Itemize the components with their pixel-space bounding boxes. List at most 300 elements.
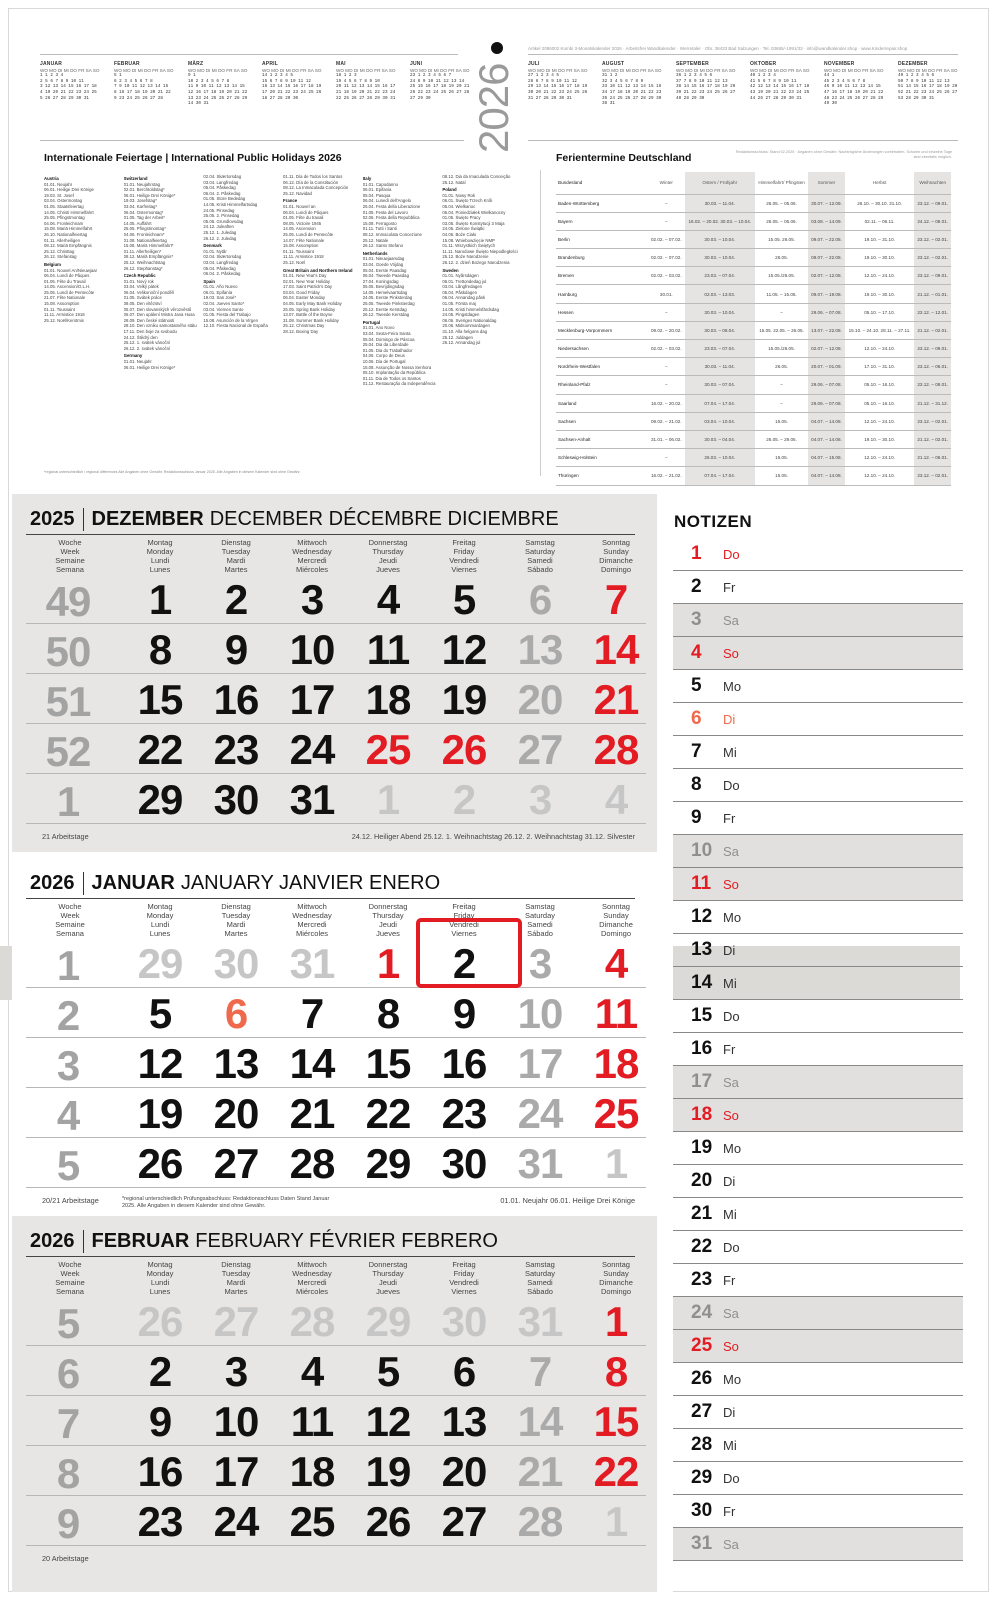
day-cell[interactable]: 11: [366, 626, 410, 673]
day-cell[interactable]: 11: [594, 990, 638, 1037]
day-cell[interactable]: 26: [441, 726, 487, 773]
holiday-entries: 01.01. Nyårsdagen 06.01. Trettondedag jul 03.04. Långfredagen 05.04. Påskdagen 06.04. Annandag påsk 01.05. Första maj 14.05. Kristi himmelsfärdsdag 24.05. Pingstdagen 06.06. Sveriges Nationaldag 20.06. Midsommardagen 31.10. Alla helgons dag 25.12. Juldagen 26.12. Annandag jul: [442, 273, 499, 346]
day-cell[interactable]: 2: [452, 940, 476, 987]
note-day-number: 29: [691, 1467, 713, 1488]
weekday-header-label: Sonntag: [602, 1260, 630, 1269]
day-cell[interactable]: 7: [528, 1348, 552, 1395]
day-cell[interactable]: 4: [604, 776, 628, 823]
vacation-row: [556, 394, 951, 412]
mini-months-second-half: [528, 62, 964, 107]
day-cell[interactable]: 29: [137, 776, 183, 823]
day-cell[interactable]: 7: [604, 576, 628, 623]
day-cell[interactable]: 23: [213, 726, 259, 773]
day-cell[interactable]: 22: [365, 1090, 411, 1137]
day-cell[interactable]: 27: [517, 726, 563, 773]
note-row[interactable]: [673, 1066, 963, 1099]
vacation-cell: 15.05.: [755, 412, 808, 430]
weekday-header-label: Domingo: [600, 1287, 631, 1296]
day-cell[interactable]: 7: [300, 990, 324, 1037]
weekday-header: [350, 1260, 426, 1296]
weekday-header-label: Martes: [224, 1287, 248, 1296]
day-cell[interactable]: 1: [604, 1298, 628, 1345]
day-cell[interactable]: 24: [289, 726, 335, 773]
weekday-header-label: Samstag: [525, 1260, 555, 1269]
vacation-cell: 17.10. – 31.10.: [845, 358, 915, 376]
weekday-header-label: Martes: [224, 565, 248, 574]
vacation-cell: 02.02. – 03.02.: [648, 340, 685, 358]
note-row[interactable]: [673, 934, 963, 967]
note-weekday: Fr: [723, 1503, 736, 1519]
week-header-label: Semana: [56, 929, 84, 938]
day-cell[interactable]: 27: [213, 1298, 259, 1345]
vacation-cell: 04.07. – 14.08.: [808, 412, 845, 430]
week-header-label: Woche: [58, 902, 82, 911]
mini-month-name: AUGUST: [602, 61, 625, 67]
mini-month-header: WO MO DI MI DO FR SA SO: [602, 67, 662, 73]
day-cell[interactable]: 16: [137, 1448, 183, 1495]
mini-month-week: 50 7 8 9 10 11 12 13: [898, 78, 950, 84]
day-cell[interactable]: 6: [528, 576, 552, 623]
vacation-cell: 30.03. – 11.04.: [685, 358, 755, 376]
week-row: [26, 624, 646, 674]
divider: [26, 1256, 635, 1257]
vacation-column-header: Winter: [648, 172, 685, 194]
day-cell[interactable]: 20: [213, 1090, 259, 1137]
mini-month-name: MAI: [336, 61, 346, 67]
vacation-cell: 21.12. – 02.01.: [914, 321, 951, 339]
note-day-number: 5: [691, 675, 702, 696]
day-cell[interactable]: 31: [289, 776, 335, 823]
mini-month-week: 5 1: [114, 73, 122, 79]
day-cell[interactable]: 13: [517, 626, 563, 673]
mini-month-week: 41 5 6 7 8 9 10 11: [750, 78, 797, 84]
day-cell[interactable]: 15: [365, 1040, 411, 1087]
vacation-cell: Thüringen: [556, 467, 648, 485]
note-row[interactable]: [673, 1429, 963, 1462]
day-cell[interactable]: 9: [452, 990, 476, 1037]
weekday-header-label: Lunes: [149, 565, 171, 574]
note-weekday: Di: [723, 1404, 736, 1420]
note-row[interactable]: [673, 1264, 963, 1297]
holiday-country: Italy: [362, 176, 372, 181]
divider: [540, 170, 541, 476]
weekday-header-label: Samstag: [525, 902, 555, 911]
day-cell[interactable]: 22: [593, 1448, 639, 1495]
vacation-cell: 12.10. – 24.10.: [845, 467, 915, 485]
week-header-label: Semaine: [55, 556, 85, 565]
weekday-header-label: Dienstag: [221, 538, 251, 547]
week-header: [30, 538, 110, 574]
day-cell[interactable]: 28: [289, 1140, 335, 1187]
vacation-cell: 26.05. – 05.06.: [755, 212, 808, 230]
note-row[interactable]: [673, 1363, 963, 1396]
day-cell[interactable]: 8: [376, 990, 400, 1037]
vacation-note: Redaktionsschluss: Stand 02.2025 · Angaben ohne Gewähr. Nachträgliche Änderungen vorbehalten. Schulen und einzelne Tage sind ebenfalls möglich.: [735, 150, 952, 159]
day-cell[interactable]: 1: [148, 576, 172, 623]
month-name-translations: FEBRUARY FÉVRIER FEBRERO: [195, 1229, 498, 1252]
note-day-number: 30: [691, 1500, 713, 1521]
weekday-header-label: Saturday: [524, 547, 556, 556]
weekday-header-label: Viernes: [451, 929, 477, 938]
week-header-label: Week: [60, 1269, 80, 1278]
day-cell[interactable]: 18: [365, 676, 411, 723]
mini-month-week: 27 1 2 3 4 5: [528, 73, 559, 79]
note-row[interactable]: [673, 1000, 963, 1033]
day-cell[interactable]: 19: [137, 1090, 183, 1137]
day-cell[interactable]: 12: [441, 626, 487, 673]
day-cell[interactable]: 9: [148, 1398, 172, 1445]
vacation-cell: –: [648, 358, 685, 376]
day-cell[interactable]: 22: [137, 726, 183, 773]
week-header-label: Semana: [56, 565, 84, 574]
vacation-cell: 16.02. – 21.02.: [648, 467, 685, 485]
divider: [40, 140, 464, 141]
weekday-header-label: Mittwoch: [297, 902, 327, 911]
note-weekday: Sa: [723, 1305, 739, 1321]
mini-month-week: 46 9 10 11 12 13 14 15: [824, 84, 881, 90]
note-row[interactable]: [673, 1198, 963, 1231]
weekday-header-label: Sunday: [603, 911, 629, 920]
weekday-header: [122, 902, 198, 938]
day-cell[interactable]: 19: [365, 1448, 411, 1495]
weekday-header-label: Sunday: [603, 547, 629, 556]
day-cell[interactable]: 30: [213, 776, 259, 823]
week-number: 1: [56, 778, 80, 825]
week-header: [30, 1260, 110, 1296]
note-row[interactable]: [673, 1297, 963, 1330]
note-row[interactable]: [673, 1165, 963, 1198]
day-cell[interactable]: 3: [224, 1348, 248, 1395]
vacation-cell: 11.05. – 15.05.: [755, 285, 808, 303]
vacation-cell: Baden-Württemberg: [556, 194, 648, 212]
weekday-header-label: Mercredi: [297, 920, 327, 929]
day-cell[interactable]: 5: [452, 576, 476, 623]
note-day-number: 17: [691, 1071, 713, 1092]
vacation-cell: Berlin: [556, 230, 648, 248]
day-cell[interactable]: 17: [213, 1448, 259, 1495]
day-cell[interactable]: 16: [213, 676, 259, 723]
day-cell[interactable]: 31: [517, 1140, 563, 1187]
day-cell[interactable]: 6: [224, 990, 248, 1037]
day-cell[interactable]: 23: [137, 1498, 183, 1545]
weekday-header-label: Jueves: [376, 1287, 400, 1296]
mini-month: [188, 62, 254, 107]
vacation-cell: 23.03. – 07.04.: [685, 340, 755, 358]
vacation-cell: 04.07. – 14.08.: [808, 467, 845, 485]
day-cell[interactable]: 1: [604, 1140, 628, 1187]
day-cell[interactable]: 4: [604, 940, 628, 987]
note-row[interactable]: [673, 1528, 963, 1561]
mini-month-header: WO MO DI MI DO FR SA SO: [528, 67, 588, 73]
note-row[interactable]: [673, 571, 963, 604]
week-header-label: Semaine: [55, 1278, 85, 1287]
day-cell[interactable]: 29: [365, 1140, 411, 1187]
vacation-cell: 03.08. – 14.09.: [808, 212, 845, 230]
note-row[interactable]: [673, 769, 963, 802]
day-cell[interactable]: 24: [517, 1090, 563, 1137]
day-cell[interactable]: 29: [365, 1298, 411, 1345]
day-cell[interactable]: 17: [517, 1040, 563, 1087]
note-row[interactable]: [673, 637, 963, 670]
mini-month-week: 31 27 28 29 30 31: [528, 95, 572, 101]
note-row[interactable]: [673, 1330, 963, 1363]
vacation-title: Ferientermine Deutschland: [556, 152, 692, 164]
note-row[interactable]: [673, 1132, 963, 1165]
vacation-cell: 07.04. – 17.04.: [685, 394, 755, 412]
day-cell[interactable]: 25: [365, 726, 411, 773]
day-cell[interactable]: 1: [604, 1498, 628, 1545]
vacation-cell: 21.12. – 31.12.: [914, 394, 951, 412]
day-cell[interactable]: 21: [593, 676, 639, 723]
vacation-column-header: Ostern / Frühjahr: [685, 172, 755, 194]
day-cell[interactable]: 30: [441, 1298, 487, 1345]
weekday-header: [426, 1260, 502, 1296]
vacation-cell: 26.03. – 10.04.: [685, 449, 755, 467]
mini-month-week: 19 4 5 6 7 8 9 10: [336, 78, 380, 84]
day-cell[interactable]: 8: [604, 1348, 628, 1395]
day-cell[interactable]: 5: [376, 1348, 400, 1395]
day-cell[interactable]: 17: [289, 676, 335, 723]
week-row: [26, 774, 646, 824]
mini-month-week: 4 19 20 21 22 23 24 25: [40, 89, 97, 95]
mini-month-week: 3 12 13 14 15 16 17 18: [40, 84, 97, 90]
day-cell[interactable]: 26: [365, 1498, 411, 1545]
day-cell[interactable]: 14: [517, 1398, 563, 1445]
day-cell[interactable]: 3: [300, 576, 324, 623]
day-cell[interactable]: 4: [300, 1348, 324, 1395]
note-row[interactable]: [673, 604, 963, 637]
day-cell[interactable]: 16: [441, 1040, 487, 1087]
month-block-januar: [12, 858, 657, 1216]
note-row[interactable]: [673, 1495, 963, 1528]
day-cell[interactable]: 30: [441, 1140, 487, 1187]
weekday-header-label: Freitag: [452, 902, 476, 911]
mini-month-header: WO MO DI MI DO FR SA SO: [40, 67, 100, 73]
week-row: [26, 988, 646, 1038]
vacation-cell: 23.12. – 09.01.: [914, 194, 951, 212]
weekday-header-label: Mittwoch: [297, 1260, 327, 1269]
day-cell[interactable]: 30: [213, 940, 259, 987]
weekday-header-label: Friday: [453, 1269, 475, 1278]
vacation-row: [556, 412, 951, 430]
day-cell[interactable]: 27: [213, 1140, 259, 1187]
note-row[interactable]: [673, 1396, 963, 1429]
day-cell[interactable]: 31: [289, 940, 335, 987]
vacation-cell: 07.04. – 17.04.: [685, 467, 755, 485]
holiday-country: France: [283, 198, 298, 204]
mini-month-week: 18 1 2 3: [336, 73, 357, 79]
note-day-number: 14: [691, 972, 713, 993]
note-day-number: 28: [691, 1434, 713, 1455]
weekday-header-label: Friday: [453, 547, 475, 556]
weekday-header-label: Lundi: [150, 556, 170, 565]
day-cell[interactable]: 2: [452, 776, 476, 823]
weekday-header-label: Donnerstag: [368, 1260, 408, 1269]
holiday-entries: 02.04. Skærtorsdag 03.04. Langfredag 05.04. Påskedag 06.04. 2. Påskedag 01.05. Store Bededag 14.05. Kristi Himmelfartsdag 24.05. Pinsedag 25.05. 2. Pinsedag 05.06. Grundlovsdag 24.12. Juleaften 25.12. 1. Juledag 26.12. 2. Juledag: [203, 174, 258, 241]
weekday-header-label: Domingo: [600, 929, 631, 938]
day-cell[interactable]: 10: [289, 626, 335, 673]
day-cell[interactable]: 25: [593, 1090, 639, 1137]
notes-list: [673, 538, 963, 1561]
vacation-cell: 15.05./26.05.: [755, 340, 808, 358]
day-cell[interactable]: 6: [452, 1348, 476, 1395]
note-day-number: 8: [691, 774, 702, 795]
vacation-cell: 19.10. – 30.10.: [845, 249, 915, 267]
day-cell[interactable]: 1: [376, 940, 400, 987]
vacation-cell: 23.12. – 02.01.: [914, 412, 951, 430]
note-weekday: Do: [723, 546, 740, 562]
day-cell[interactable]: 3: [528, 940, 552, 987]
day-cell[interactable]: 21: [289, 1090, 335, 1137]
note-row[interactable]: [673, 1462, 963, 1495]
note-row[interactable]: [673, 538, 963, 571]
day-cell[interactable]: 25: [289, 1498, 335, 1545]
day-cell[interactable]: 24: [213, 1498, 259, 1545]
weekday-header-label: Wednesday: [292, 547, 332, 556]
vacation-row: [556, 321, 951, 339]
note-day-number: 22: [691, 1236, 713, 1257]
vacation-cell: 29.06. – 07.08.: [808, 376, 845, 394]
day-cell[interactable]: 13: [441, 1398, 487, 1445]
mini-month-week: 20 11 12 13 14 15 16 17: [336, 84, 396, 90]
vacation-cell: 05.10. – 17.10.: [845, 303, 915, 321]
holiday-entries: 01.01. Nowy Rok 06.01. Święto Trzech Króli 05.04. Wielkanoc 06.04. Poniedziałek Wielkanocny 01.05. Święto Pracy 03.05. Święto Konstytucji 3 Maja 24.05. Zielone Świątki 04.06. Boże Ciało 15.08. Wniebowzięcie NMP 01.11. Wszystkich Świętych 11.11. Narodowe Święto Niepodległości 25.12. Boże Narodzenie 26.12. 2. dzień Bożego Narodzenia: [442, 192, 518, 265]
week-number: 50: [45, 628, 91, 675]
weekday-header: [274, 902, 350, 938]
mini-month-header: WO MO DI MI DO FR SA SO: [410, 67, 470, 73]
vacation-cell: –: [648, 194, 685, 212]
mini-month-week: 2 5 6 7 8 9 10 11: [40, 78, 84, 84]
day-cell[interactable]: 20: [441, 1448, 487, 1495]
weekday-header-label: Miércoles: [295, 929, 329, 938]
day-cell[interactable]: 5: [148, 990, 172, 1037]
weekday-header: [198, 1260, 274, 1296]
day-cell[interactable]: 31: [517, 1298, 563, 1345]
month-year: 2025: [30, 508, 84, 531]
day-cell[interactable]: 26: [137, 1140, 183, 1187]
holidays-footnote: *regional unterschiedlich / regional differences Alle Angaben ohne Gewähr. Redaktionsschluss Januar 2025. Alle Angaben in diesem Kalender sind ohne Gewähr.: [44, 470, 301, 474]
note-row[interactable]: [673, 835, 963, 868]
note-row[interactable]: [673, 1099, 963, 1132]
vacation-cell: 02.07. – 12.08.: [808, 267, 845, 285]
note-row[interactable]: [673, 802, 963, 835]
mini-month-week: 16 13 14 15 16 17 18 19: [262, 84, 322, 90]
day-cell[interactable]: 14: [289, 1040, 335, 1087]
day-cell[interactable]: 8: [148, 626, 172, 673]
holiday-entries: 01.01. Neujahrstag 02.01. Berchtoldstag* 06.01. Heilige Drei Könige* 19.03. Josefstag* 03.04. Karfreitag* 06.04. Ostermontag* 01.05. Tag der Arbeit* 14.05. Auffahrt 25.05. Pfingstmontag* 04.06. Fronleichnam* 01.08. Nationalfeiertag 15.08. Mariä Himmelfahrt* 01.11. Allerheiligen* 08.12. Mariä Empfängnis* 25.12. Weihnachtstag 26.12. Stephanstag*: [123, 181, 176, 271]
day-cell[interactable]: 9: [224, 626, 248, 673]
note-weekday: Mo: [723, 909, 742, 925]
note-day-number: 6: [691, 708, 702, 729]
day-cell[interactable]: 29: [137, 940, 183, 987]
day-cell[interactable]: 15: [137, 676, 183, 723]
day-cell[interactable]: 19: [441, 676, 487, 723]
day-cell[interactable]: 10: [517, 990, 563, 1037]
holiday-country: Spain: [203, 278, 216, 284]
day-cell[interactable]: 2: [148, 1348, 172, 1395]
vacation-cell: 30.03. – 08.04.: [685, 321, 755, 339]
day-cell[interactable]: 28: [517, 1498, 563, 1545]
vacation-cell: 23.12. – 09.01.: [914, 267, 951, 285]
day-cell[interactable]: 20: [517, 676, 563, 723]
note-row[interactable]: [673, 901, 963, 934]
weekday-header-label: Viernes: [451, 1287, 477, 1296]
weekday-header-label: Jeudi: [379, 920, 397, 929]
day-cell[interactable]: 18: [593, 1040, 639, 1087]
mini-month-week: 6 2 3 4 5 6 7 8: [114, 78, 153, 84]
day-cell[interactable]: 11: [290, 1398, 334, 1445]
weekday-header-label: Mardi: [226, 556, 246, 565]
note-row[interactable]: [673, 703, 963, 736]
weekday-header-label: Saturday: [524, 1269, 556, 1278]
day-cell[interactable]: 28: [289, 1298, 335, 1345]
mini-month-week: 49 1 2 3 4 5 6: [898, 73, 935, 79]
day-cell[interactable]: 15: [593, 1398, 639, 1445]
holiday-column: [44, 174, 121, 474]
note-row[interactable]: [673, 670, 963, 703]
day-cell[interactable]: 13: [213, 1040, 259, 1087]
weekday-header-label: Samedi: [527, 1278, 553, 1287]
week-number: 5: [56, 1142, 80, 1189]
vacation-row: [556, 194, 951, 212]
day-cell[interactable]: 21: [517, 1448, 563, 1495]
day-cell[interactable]: 14: [593, 626, 639, 673]
day-cell[interactable]: 18: [289, 1448, 335, 1495]
note-day-number: 27: [691, 1401, 713, 1422]
day-cell[interactable]: 4: [376, 576, 400, 623]
note-day-number: 25: [691, 1335, 713, 1356]
day-cell[interactable]: 10: [213, 1398, 259, 1445]
note-row[interactable]: [673, 736, 963, 769]
spacer: [657, 494, 673, 1592]
weekday-header-label: Sábado: [527, 929, 553, 938]
vacation-row: [556, 212, 951, 230]
weekday-header-label: Vendredi: [449, 920, 479, 929]
weekday-header-label: Samedi: [527, 920, 553, 929]
weekday-header-label: Wednesday: [292, 911, 332, 920]
vacation-column-header: Bundesland: [556, 172, 648, 194]
vacation-cell: 04.07. – 14.08.: [808, 430, 845, 448]
day-cell[interactable]: 12: [365, 1398, 411, 1445]
day-cell[interactable]: 28: [593, 726, 639, 773]
day-cell[interactable]: 12: [137, 1040, 183, 1087]
note-row[interactable]: [673, 868, 963, 901]
day-cell[interactable]: 27: [441, 1498, 487, 1545]
day-cell[interactable]: 26: [137, 1298, 183, 1345]
day-cell[interactable]: 1: [376, 776, 400, 823]
year-label: 2026: [470, 63, 517, 153]
mini-month-week: 53 28 29 30 31: [898, 95, 935, 101]
note-row[interactable]: [673, 1231, 963, 1264]
week-number: 2: [56, 992, 80, 1039]
note-row[interactable]: [673, 967, 963, 1000]
vacation-cell: 20.07. – 01.09.: [808, 358, 845, 376]
day-cell[interactable]: 23: [441, 1090, 487, 1137]
mini-month-week: 14 1 2 3 4 5: [262, 73, 293, 79]
day-cell[interactable]: 3: [528, 776, 552, 823]
note-row[interactable]: [673, 1033, 963, 1066]
vacation-cell: 09.02. – 21.02.: [648, 412, 685, 430]
mini-month-week: 27 29 30: [410, 95, 431, 101]
holiday-country: Poland: [442, 187, 457, 193]
vacation-cell: 15.10. – 24.10. 28.11. – 27.11.: [845, 321, 915, 339]
weekday-header: [274, 538, 350, 574]
holiday-country: Sweden: [442, 267, 459, 273]
note-weekday: Do: [723, 1008, 740, 1024]
day-cell[interactable]: 2: [224, 576, 248, 623]
mini-month-week: 13 23 24 25 26 27 28 29: [188, 95, 248, 101]
week-row: [26, 1296, 646, 1346]
